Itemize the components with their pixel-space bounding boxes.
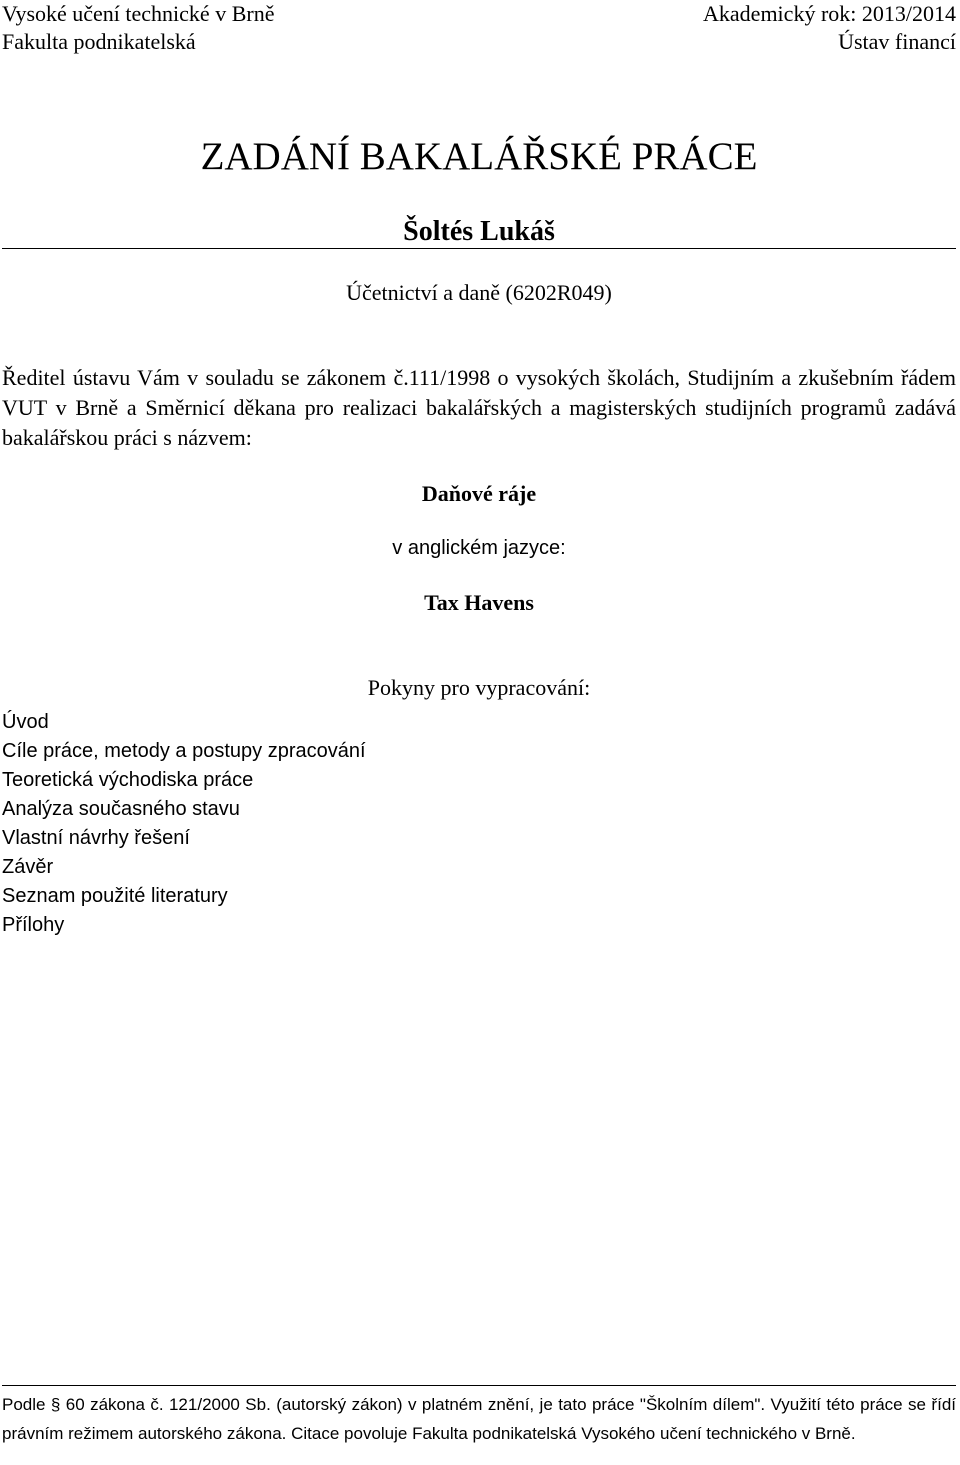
intro-paragraph: Ředitel ústavu Vám v souladu se zákonem č.111/1998 o vysokých školách, Studijním a zkušebním řádem VUT v Brně a Směrnicí děkana pro realizaci bakalářských a magisterských studijních programů zadává bakalářskou práci s názvem:: [2, 365, 956, 450]
student-name: Šoltés Lukáš: [403, 216, 555, 247]
copyright-text: Podle § 60 zákona č. 121/2000 Sb. (autorský zákon) v platném znění, je tato práce "Školním dílem". Využití této práce se řídí právním režimem autorského zákona. Citace povoluje Fakulta podnikatelská Vysokého učení technického v Brně.: [2, 1395, 956, 1443]
instruction-item: Úvod: [2, 711, 49, 733]
copyright-footer: [2, 1385, 956, 1448]
instructions-list: [2, 708, 366, 940]
instruction-item: Závěr: [2, 856, 54, 878]
university-name: Vysoké učení technické v Brně: [2, 1, 275, 26]
study-program: Účetnictví a daně (6202R049): [346, 280, 612, 305]
academic-year: Akademický rok: 2013/2014: [703, 1, 956, 26]
document-page: [2, 0, 956, 1465]
department-name: Ústav financí: [838, 29, 956, 54]
student-block: [2, 216, 956, 249]
instruction-item: Analýza současného stavu: [2, 798, 240, 820]
instruction-item: Vlastní návrhy řešení: [2, 827, 190, 849]
instructions-heading: Pokyny pro vypracování:: [367, 675, 591, 700]
document-title: ZADÁNÍ BAKALÁŘSKÉ PRÁCE: [200, 135, 758, 178]
english-title-label: v anglickém jazyce:: [392, 537, 566, 559]
instruction-item: Seznam použité literatury: [2, 885, 228, 907]
instruction-item: Teoretická východiska práce: [2, 769, 254, 791]
faculty-name: Fakulta podnikatelská: [2, 29, 196, 54]
header-right: [703, 0, 956, 56]
thesis-title: Daňové ráje: [421, 481, 537, 506]
header-left: [2, 0, 274, 56]
instruction-item: Cíle práce, metody a postupy zpracování: [2, 740, 366, 762]
english-thesis-title: Tax Havens: [424, 590, 534, 615]
instruction-item: Přílohy: [2, 914, 65, 936]
